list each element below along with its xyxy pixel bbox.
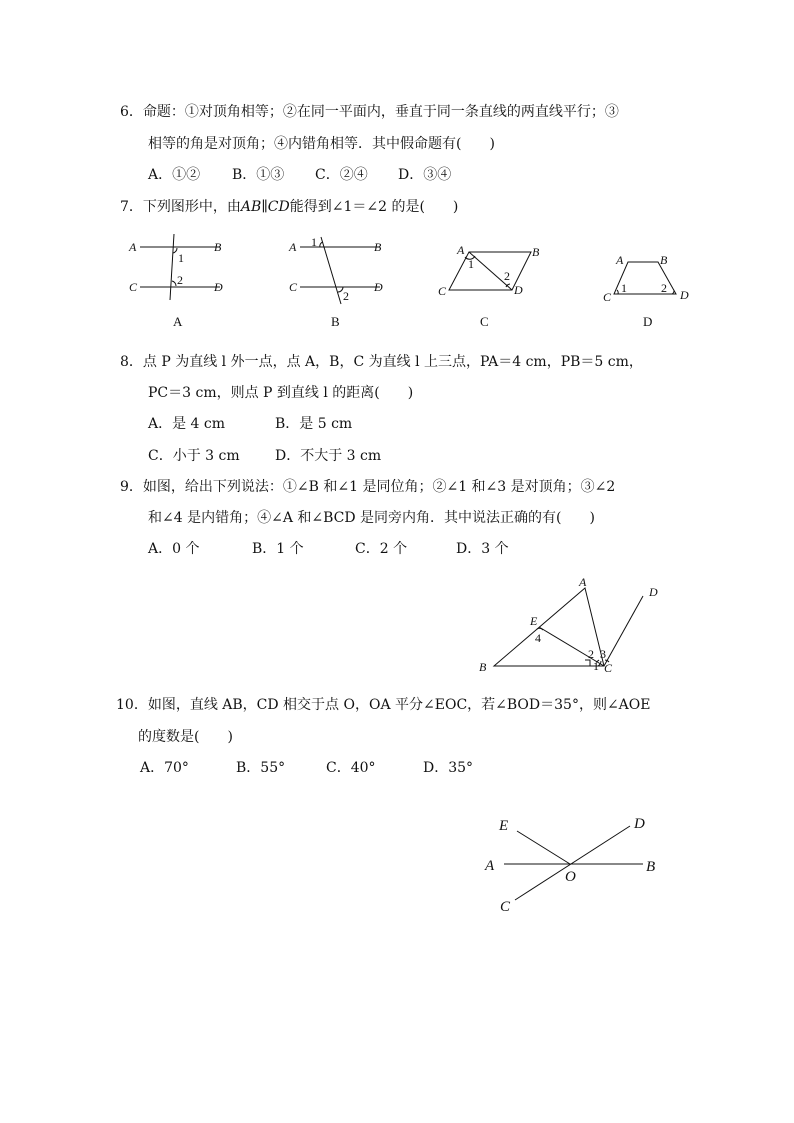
q8-option-b: B．是 5 cm	[275, 416, 353, 432]
q7-suffix: 能得到∠1＝∠2 的是( )	[289, 199, 459, 215]
q7-figure-c	[435, 232, 545, 332]
q10-line1: 10．如图，直线 AB，CD 相交于点 O，OA 平分∠EOC，若∠BOD＝35°，则∠AOE	[116, 697, 651, 713]
q7-ab: AB	[240, 199, 262, 215]
q10-label-o: O	[565, 869, 576, 885]
q9-label-b: B	[479, 660, 487, 674]
q7d-label-c: C	[603, 290, 612, 304]
q7b-label-b: B	[374, 240, 382, 254]
q7c-label-b: B	[532, 245, 540, 259]
q6-line1: 6．命题：①对顶角相等；②在同一平面内，垂直于同一条直线的两直线平行；③	[120, 104, 619, 120]
q6-option-d: D．③④	[398, 167, 452, 183]
q7a-label-c: C	[129, 280, 138, 294]
q7c-label-2: 2	[504, 269, 510, 283]
q6-option-c: C．②④	[315, 167, 368, 183]
q7a-label-b: B	[214, 240, 222, 254]
q6-line2: 相等的角是对顶角；④内错角相等．其中假命题有( )	[148, 136, 495, 152]
q7c-label-d: D	[514, 283, 523, 297]
q9-label-3: 3	[600, 647, 606, 661]
q9-line2: 和∠4 是内错角；④∠A 和∠BCD 是同旁内角．其中说法正确的有( )	[148, 510, 595, 526]
q7b-caption: B	[331, 314, 340, 329]
q7-figure-b	[285, 232, 395, 332]
q7c-caption: C	[480, 314, 489, 329]
q10-label-a: A	[485, 858, 495, 874]
q9-label-e: E	[530, 614, 538, 628]
q10-option-c: C．40°	[326, 760, 376, 776]
q7b-label-1: 1	[311, 235, 317, 249]
q9-figure	[470, 572, 670, 682]
q7d-label-1: 1	[621, 281, 627, 295]
q7b-label-c: C	[289, 280, 298, 294]
q10-line2: 的度数是( )	[138, 729, 233, 745]
q9-label-2: 2	[588, 647, 594, 661]
q10-option-d: D．35°	[423, 760, 474, 776]
q10-option-b: B．55°	[236, 760, 286, 776]
q7b-label-2: 2	[343, 289, 349, 303]
q8-line1: 8．点 P 为直线 l 外一点，点 A，B，C 为直线 l 上三点，PA＝4 cm，PB＝5 cm，	[120, 354, 643, 370]
q9-option-b: B．1 个	[252, 541, 304, 557]
q7-stem	[120, 197, 458, 217]
q9-label-c: C	[604, 661, 613, 675]
q8-line2: PC＝3 cm，则点 P 到直线 l 的距离( )	[148, 385, 414, 401]
q8-option-d: D．不大于 3 cm	[275, 448, 382, 464]
q7-figure-a	[125, 232, 235, 332]
q7d-label-b: B	[660, 253, 668, 267]
q7b-label-a: A	[289, 240, 297, 254]
q9-option-a: A．0 个	[148, 541, 200, 557]
q7d-label-d: D	[680, 288, 689, 302]
q7-parallel: ∥	[261, 199, 268, 215]
q10-label-d: D	[634, 816, 645, 832]
q7d-label-2: 2	[661, 281, 667, 295]
q6-option-a: A．①②	[148, 167, 201, 183]
q7a-label-2: 2	[177, 273, 183, 287]
q7c-label-c: C	[438, 284, 447, 298]
q9-label-1: 1	[593, 659, 599, 673]
q9-label-4: 4	[535, 631, 541, 645]
q8-option-a: A．是 4 cm	[148, 416, 226, 432]
q7a-label-a: A	[129, 240, 137, 254]
q10-figure	[480, 808, 670, 918]
q10-label-c: C	[500, 899, 511, 915]
q9-line1: 9．如图，给出下列说法：①∠B 和∠1 是同位角；②∠1 和∠3 是对顶角；③∠2	[120, 479, 616, 495]
q7c-label-a: A	[457, 243, 465, 257]
q9-option-d: D．3 个	[456, 541, 509, 557]
q10-label-b: B	[646, 859, 656, 875]
q7a-caption: A	[173, 314, 183, 329]
q8-option-c: C．小于 3 cm	[148, 448, 240, 464]
q7b-label-d: D	[374, 280, 383, 294]
q9-option-c: C．2 个	[355, 541, 408, 557]
q9-label-d: D	[649, 585, 658, 599]
q10-label-e: E	[499, 818, 509, 834]
q7d-caption: D	[643, 314, 653, 329]
q7-figure-d	[598, 232, 708, 332]
q9-label-a: A	[579, 575, 587, 589]
q7d-label-a: A	[616, 253, 624, 267]
q7-prefix: 7．下列图形中，由	[120, 199, 241, 215]
q6-option-b: B．①③	[232, 167, 285, 183]
q7a-label-d: D	[214, 280, 223, 294]
q7c-label-1: 1	[468, 257, 474, 271]
q7-cd: CD	[267, 199, 290, 215]
q7a-label-1: 1	[178, 251, 184, 265]
q10-option-a: A．70°	[140, 760, 189, 776]
